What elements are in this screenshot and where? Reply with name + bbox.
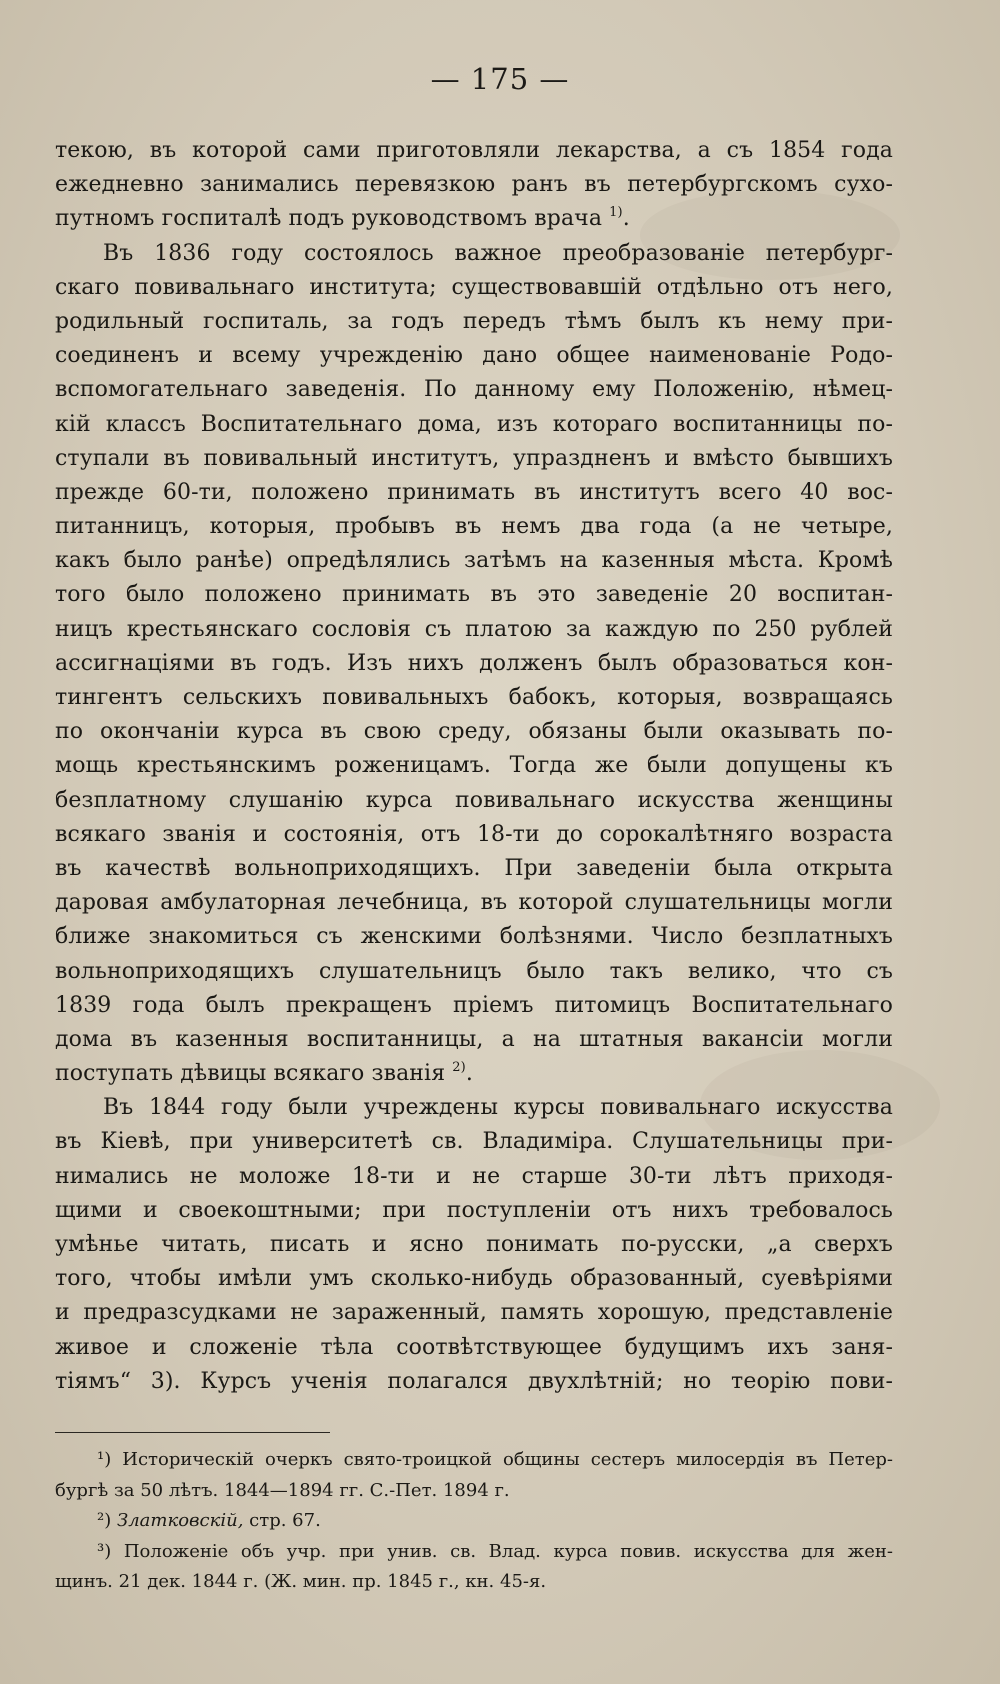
text-line: поступать дѣвицы всякаго званія $^{2)}$. bbox=[55, 1060, 473, 1087]
footnote-1-continued: бургѣ за 50 лѣтъ. 1844—1894 гг. С.-Пет. 1894 г. bbox=[55, 1479, 510, 1501]
text-line: и предразсудками не зараженный, память хорошую, представленіе bbox=[55, 1300, 893, 1326]
text-line: дома въ казенныя воспитанницы, а на штатныя вакансіи могли bbox=[55, 1026, 893, 1052]
text-line: ступали въ повивальный институтъ, упраздненъ и вмѣсто бывшихъ bbox=[55, 445, 893, 471]
text-line: какъ было ранѣе) опредѣлялись затѣмъ на казенныя мѣста. Кромѣ bbox=[55, 548, 893, 574]
text-line: 1839 года былъ прекращенъ пріемъ питомицъ Воспитательнаго bbox=[55, 992, 893, 1018]
text-line: прежде 60-ти, положено принимать въ институтъ всего 40 вос- bbox=[55, 479, 893, 505]
footnote-2-text: стр. 67. bbox=[249, 1510, 321, 1531]
text-line: питанницъ, которыя, пробывъ въ немъ два года (а не четыре, bbox=[55, 514, 893, 540]
footnote-2-author: Златковскій, bbox=[116, 1510, 244, 1531]
text-line: путномъ госпиталѣ подъ руководствомъ врача $^{1)}$. bbox=[55, 205, 630, 232]
text-line: скаго повивальнаго института; существовавшій отдѣльно отъ него, bbox=[55, 274, 893, 300]
footnote-2-mark: ²) bbox=[97, 1510, 112, 1531]
text-line: щими и своекоштными; при поступленіи отъ нихъ требовалось bbox=[55, 1197, 893, 1223]
paragraph-start: Въ 1844 году были учреждены курсы повивальнаго искусства bbox=[103, 1095, 893, 1121]
footnote-1 bbox=[55, 1445, 893, 1476]
footnote-2 bbox=[55, 1506, 893, 1537]
footnote-separator bbox=[55, 1432, 330, 1433]
footnote-3 bbox=[55, 1537, 893, 1568]
text-line-content: путномъ госпиталѣ подъ руководствомъ врача bbox=[55, 206, 603, 232]
footnote-1-mark: ¹) bbox=[97, 1449, 112, 1470]
text-line: соединенъ и всему учрежденію дано общее наименованіе Родо- bbox=[55, 343, 893, 369]
text-line: ассигнаціями въ годъ. Изъ нихъ долженъ былъ образоваться кон- bbox=[55, 650, 893, 676]
text-line: того было положено принимать въ это заведеніе 20 воспитан- bbox=[55, 582, 893, 608]
text-line: мощь крестьянскимъ роженицамъ. Тогда же были допущены къ bbox=[55, 753, 893, 779]
text-line: ближе знакомиться съ женскими болѣзнями. Число безплатныхъ bbox=[55, 924, 893, 950]
paragraph-start: Въ 1836 году состоялось важное преобразованіе петербург- bbox=[103, 240, 893, 266]
body-text bbox=[55, 134, 893, 1399]
text-line: тіямъ“ 3). Курсъ ученія полагался двухлѣтній; но теорію пови- bbox=[55, 1368, 893, 1394]
text-line: даровая амбулаторная лечебница, въ которой слушательницы могли bbox=[55, 890, 893, 916]
text-line: ницъ крестьянскаго сословія съ платою за каждую по 250 рублей bbox=[55, 616, 893, 642]
page-number: — 175 — bbox=[430, 62, 570, 96]
text-line: текою, въ которой сами приготовляли лекарства, а съ 1854 года bbox=[55, 138, 893, 163]
footnotes bbox=[55, 1445, 893, 1598]
text-line: тингентъ сельскихъ повивальныхъ бабокъ, которыя, возвращаясь bbox=[55, 685, 893, 710]
text-line: всякаго званія и состоянія, отъ 18-ти до сорокалѣтняго возраста bbox=[55, 821, 893, 847]
text-line: вспомогательнаго заведенія. По данному ему Положенію, нѣмец- bbox=[55, 377, 893, 403]
text-line: въ Кіевѣ, при университетѣ св. Владиміра. Слушательницы при- bbox=[55, 1129, 893, 1155]
text-line: по окончаніи курса въ свою среду, обязаны были оказывать по- bbox=[55, 719, 893, 745]
text-line: того, чтобы имѣли умъ сколько-нибудь образованный, суевѣріями bbox=[55, 1266, 893, 1292]
text-line: кій классъ Воспитательнаго дома, изъ котораго воспитанницы по- bbox=[55, 411, 893, 437]
text-line: умѣнье читать, писать и ясно понимать по-русски, „а сверхъ bbox=[55, 1232, 893, 1257]
text-line: безплатному слушанію курса повивальнаго искусства женщины bbox=[55, 787, 893, 813]
footnote-3-mark: ³) bbox=[97, 1540, 112, 1562]
text-line: родильный госпиталь, за годъ передъ тѣмъ былъ къ нему при- bbox=[55, 308, 893, 334]
footnote-3-continued: щинъ. 21 дек. 1844 г. (Ж. мин. пр. 1845 г., кн. 45-я. bbox=[55, 1571, 547, 1592]
text-line: вольноприходящихъ слушательницъ было такъ велико, что съ bbox=[55, 958, 893, 984]
text-line: нимались не моложе 18-ти и не старше 30-ти лѣтъ приходя- bbox=[55, 1163, 893, 1189]
text-line-content: поступать дѣвицы всякаго званія bbox=[55, 1061, 446, 1087]
footnote-reference: 1) bbox=[609, 205, 623, 221]
text-line: въ качествѣ вольноприходящихъ. При заведеніи была открыта bbox=[55, 855, 893, 881]
text-line: ежедневно занимались перевязкою ранъ въ петербургскомъ сухо- bbox=[55, 172, 893, 198]
text-line: живое и сложеніе тѣла соотвѣтствующее будущимъ ихъ заня- bbox=[55, 1334, 893, 1360]
footnote-reference: 2) bbox=[452, 1060, 466, 1076]
footnote-1-text: Историческій очеркъ свято-троицкой общины сестеръ милосердія въ Петер- bbox=[122, 1449, 893, 1470]
footnote-3-text: Положеніе объ учр. при унив. св. Влад. курса повив. искусства для жен- bbox=[123, 1540, 893, 1562]
